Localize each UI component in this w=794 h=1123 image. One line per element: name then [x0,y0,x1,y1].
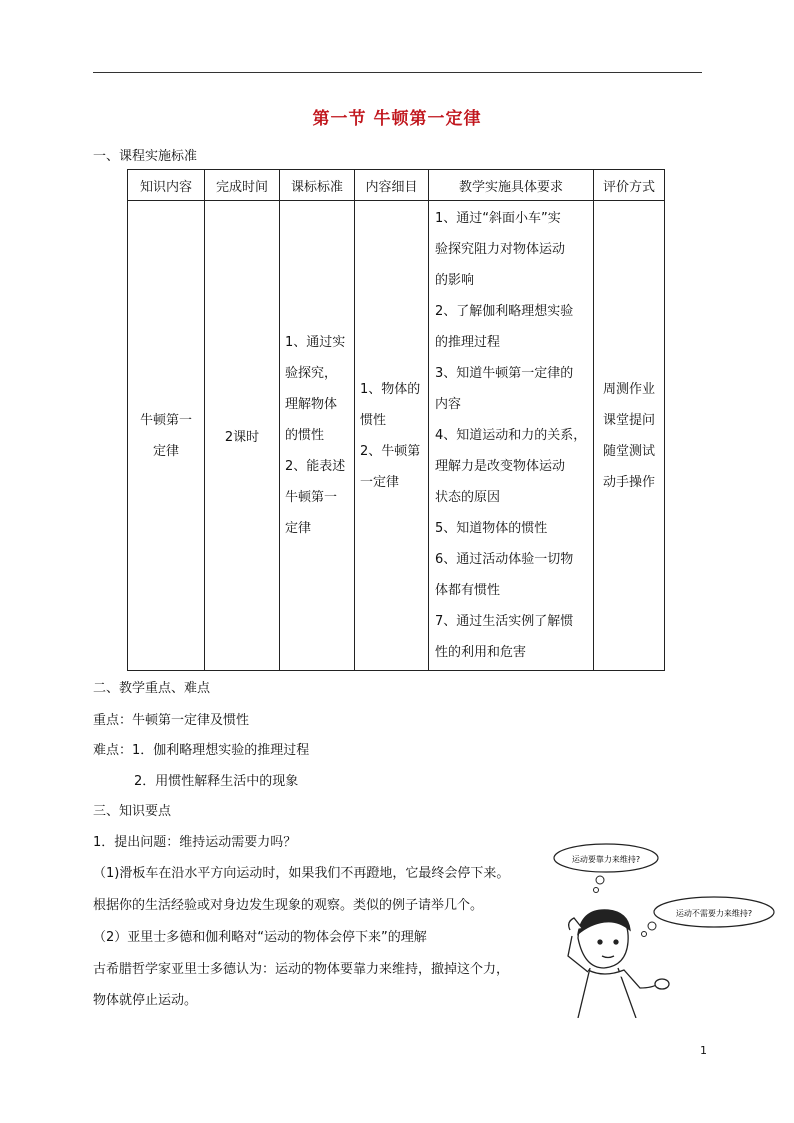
requirement-line: 3、知道牛顿第一定律的 [435,366,574,381]
cell-knowledge [128,201,205,671]
knowledge-line: 定律 [152,443,179,459]
requirement-line: 状态的原因 [435,490,501,505]
bubble-2-text: 运动不需要力来维持? [675,909,753,918]
table-header-row [128,170,665,201]
header-evaluation: 评价方式 [594,170,665,201]
standard-line: 2、能表述 [285,459,346,474]
section-2-heading: 二、教学重点、难点 [93,681,211,696]
standard-line: 牛顿第一 [285,490,338,505]
evaluation-line: 随堂测试 [602,443,655,459]
header-time: 完成时间 [205,170,280,201]
paragraph-3-line-2: 物体就停止运动。 [93,993,198,1008]
details-line: 1、物体的 [360,381,421,397]
table-row [128,201,665,671]
paragraph-1-line-1: （1)滑板车在沿水平方向运动时，如果我们不再蹬地，它最终会停下来。 [93,866,510,881]
key-point: 重点：牛顿第一定律及惯性 [93,713,250,728]
requirement-line: 内容 [435,397,462,412]
page-title: 第一节 牛顿第一定律 [312,109,482,129]
evaluation-line: 课堂提问 [602,412,655,428]
header-knowledge: 知识内容 [128,170,205,201]
header-details: 内容细目 [355,170,429,201]
knowledge-line: 牛顿第一 [139,412,192,428]
standard-line: 的惯性 [285,428,325,443]
standard-line: 验探究， [285,366,338,381]
section-1-heading: 一、课程实施标准 [93,149,198,164]
cell-details [355,201,429,671]
details-line: 一定律 [360,474,400,490]
requirement-line: 1、通过“斜面小车”实 [435,211,561,226]
standard-line: 定律 [285,521,312,536]
cell-evaluation [594,201,665,671]
section-3-heading: 三、知识要点 [93,804,172,819]
header-rule [93,72,702,73]
difficulty-1: 难点：1．伽利略理想实验的推理过程 [93,743,310,758]
requirement-line: 性的利用和危害 [435,645,527,660]
curriculum-table [127,169,665,671]
header-requirements: 教学实施具体要求 [429,170,594,201]
cell-time: 2课时 [205,201,280,671]
cell-standard [280,201,355,671]
question-1: 1．提出问题：维持运动需要力吗？ [93,835,297,850]
header-standard: 课标标准 [280,170,355,201]
requirement-line: 的推理过程 [435,335,501,350]
paragraph-1-line-2: 根据你的生活经验或对身边发生现象的观察。类似的例子请举几个。 [93,898,484,913]
requirement-line: 5、知道物体的惯性 [435,521,548,536]
difficulty-2: 2．用惯性解释生活中的现象 [134,774,299,789]
page-number: 1 [700,1044,707,1057]
paragraph-3-line-1: 古希腊哲学家亚里士多德认为：运动的物体要靠力来维持，撤掉这个力， [93,962,510,977]
requirement-line: 验探究阻力对物体运动 [435,242,566,257]
bubble-1-text: 运动要靠力来维持? [571,855,641,864]
requirement-line: 的影响 [435,273,475,288]
requirement-line: 体都有惯性 [435,583,501,598]
evaluation-line: 动手操作 [602,474,655,490]
requirement-line: 2、了解伽利略理想实验 [435,304,574,319]
standard-line: 1、通过实 [285,335,346,350]
requirement-line: 6、通过活动体验一切物 [435,552,574,567]
requirement-line: 7、通过生活实例了解惯 [435,614,574,629]
requirement-line: 理解力是改变物体运动 [435,459,566,474]
requirement-line: 4、知道运动和力的关系， [435,428,587,443]
cell-requirements [429,201,594,671]
details-line: 惯性 [360,412,387,428]
details-line: 2、牛顿第 [360,443,421,459]
thinking-boy-illustration [548,838,788,1018]
standard-line: 理解物体 [285,397,338,412]
paragraph-2: （2）亚里士多德和伽利略对“运动的物体会停下来”的理解 [93,930,427,945]
evaluation-line: 周测作业 [602,381,655,397]
